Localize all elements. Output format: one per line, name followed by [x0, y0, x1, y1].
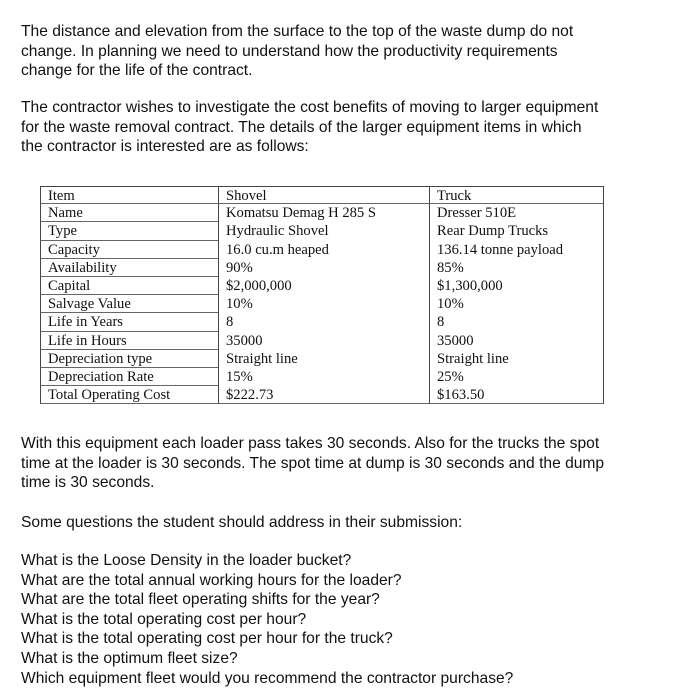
table-cell	[218, 313, 429, 331]
table-cell	[218, 295, 429, 313]
cell-text: 90%	[226, 259, 253, 276]
cell-text: Depreciation type	[48, 350, 153, 367]
cell-text: 136.14 tonne payload	[437, 241, 564, 258]
context-line: for the waste removal contract. The details of the larger equipment items in which	[21, 118, 582, 136]
table-cell	[40, 313, 218, 331]
question-item: What is the total operating cost per hour for the truck?	[21, 630, 393, 648]
questions-list	[21, 551, 671, 688]
table-cell	[429, 222, 604, 240]
cell-text: 15%	[226, 369, 253, 385]
cell-text: $1,300,000	[437, 278, 503, 294]
table-cell	[429, 368, 604, 386]
header-text: Shovel	[226, 188, 267, 204]
table-cell	[40, 386, 218, 404]
cell-text: 10%	[437, 296, 464, 313]
cell-text: 25%	[437, 369, 464, 385]
table-header-cell	[429, 186, 604, 204]
cell-text: Depreciation Rate	[48, 369, 154, 385]
context-line: The contractor wishes to investigate the cost benefits of moving to larger equipment	[21, 99, 599, 116]
question-item: What is the optimum fleet size?	[21, 649, 238, 667]
cell-text: 85%	[437, 259, 464, 276]
cell-text: 35000	[226, 332, 263, 349]
cell-text: $222.73	[226, 387, 274, 404]
table-header-cell	[218, 186, 429, 204]
item-column	[40, 186, 218, 404]
truck-column	[429, 186, 604, 404]
table-cell	[218, 259, 429, 277]
shovel-column	[218, 186, 429, 404]
intro-line: The distance and elevation from the surface to the top of the waste dump do not	[21, 23, 574, 40]
cell-text: Straight line	[437, 350, 509, 367]
table-cell	[218, 350, 429, 368]
timing-line: With this equipment each loader pass takes 30 seconds. Also for the trucks the spot	[21, 435, 600, 452]
cell-text: Total Operating Cost	[48, 387, 171, 404]
header-text: Truck	[437, 188, 472, 204]
table-cell	[429, 259, 604, 277]
table-cell	[218, 241, 429, 259]
table-cell	[40, 259, 218, 277]
table-cell	[218, 368, 429, 386]
cell-text: 8	[437, 314, 445, 331]
table-cell	[429, 204, 604, 222]
context-paragraph	[21, 98, 671, 157]
cell-text: Capacity	[48, 241, 100, 258]
timing-paragraph	[21, 434, 671, 493]
cell-text: Hydraulic Shovel	[226, 223, 329, 240]
question-item: What is the total operating cost per hour?	[21, 610, 307, 628]
cell-text: Capital	[48, 278, 91, 294]
table-cell	[429, 332, 604, 350]
table-cell	[218, 277, 429, 295]
table-header-cell	[40, 186, 218, 204]
cell-text: Life in Years	[48, 314, 123, 331]
cell-text: Komatsu Demag H 285 S	[226, 205, 376, 222]
table-cell	[40, 241, 218, 259]
table-cell	[40, 222, 218, 240]
cell-text: Salvage Value	[48, 296, 131, 313]
table-cell	[429, 386, 604, 404]
cell-text: Rear Dump Trucks	[437, 223, 549, 240]
table-cell	[40, 204, 218, 222]
cell-text: Availability	[48, 259, 117, 276]
cell-text: Dresser 510E	[437, 205, 517, 222]
question-item: What is the Loose Density in the loader bucket?	[21, 552, 352, 569]
table-cell	[40, 368, 218, 386]
cell-text: $163.50	[437, 387, 485, 404]
table-cell	[218, 222, 429, 240]
questions-intro	[21, 513, 671, 533]
cell-text: Name	[48, 205, 83, 222]
question-item: What are the total annual working hours for the loader?	[21, 571, 402, 589]
intro-line: change. In planning we need to understand how the productivity requirements	[21, 42, 558, 60]
table-cell	[40, 277, 218, 295]
table-cell	[429, 241, 604, 259]
questions-intro-text: Some questions the student should address in their submission:	[21, 514, 463, 531]
cell-text: 35000	[437, 332, 474, 349]
table-cell	[40, 295, 218, 313]
intro-line: change for the life of the contract.	[21, 62, 253, 80]
equipment-table	[40, 186, 604, 418]
table-cell	[218, 332, 429, 350]
table-cell	[218, 386, 429, 404]
table-cell	[429, 277, 604, 295]
table-cell	[429, 350, 604, 368]
table-cell	[40, 350, 218, 368]
question-item: Which equipment fleet would you recommend the contractor purchase?	[21, 669, 514, 687]
context-line: the contractor is interested are as follows:	[21, 138, 309, 156]
timing-line: time at the loader is 30 seconds. The spot time at dump is 30 seconds and the dump	[21, 454, 605, 472]
timing-line: time is 30 seconds.	[21, 474, 155, 492]
cell-text: 16.0 cu.m heaped	[226, 241, 329, 258]
table-cell	[429, 295, 604, 313]
intro-paragraph	[21, 22, 671, 81]
table-cell	[429, 313, 604, 331]
cell-text: $2,000,000	[226, 278, 292, 294]
cell-text: Straight line	[226, 350, 298, 367]
cell-text: 10%	[226, 296, 253, 313]
table-cell	[218, 204, 429, 222]
table-cell	[40, 332, 218, 350]
header-text: Item	[48, 188, 75, 204]
cell-text: 8	[226, 314, 234, 331]
cell-text: Life in Hours	[48, 332, 127, 349]
question-item: What are the total fleet operating shifts for the year?	[21, 591, 380, 609]
cell-text: Type	[48, 223, 77, 240]
